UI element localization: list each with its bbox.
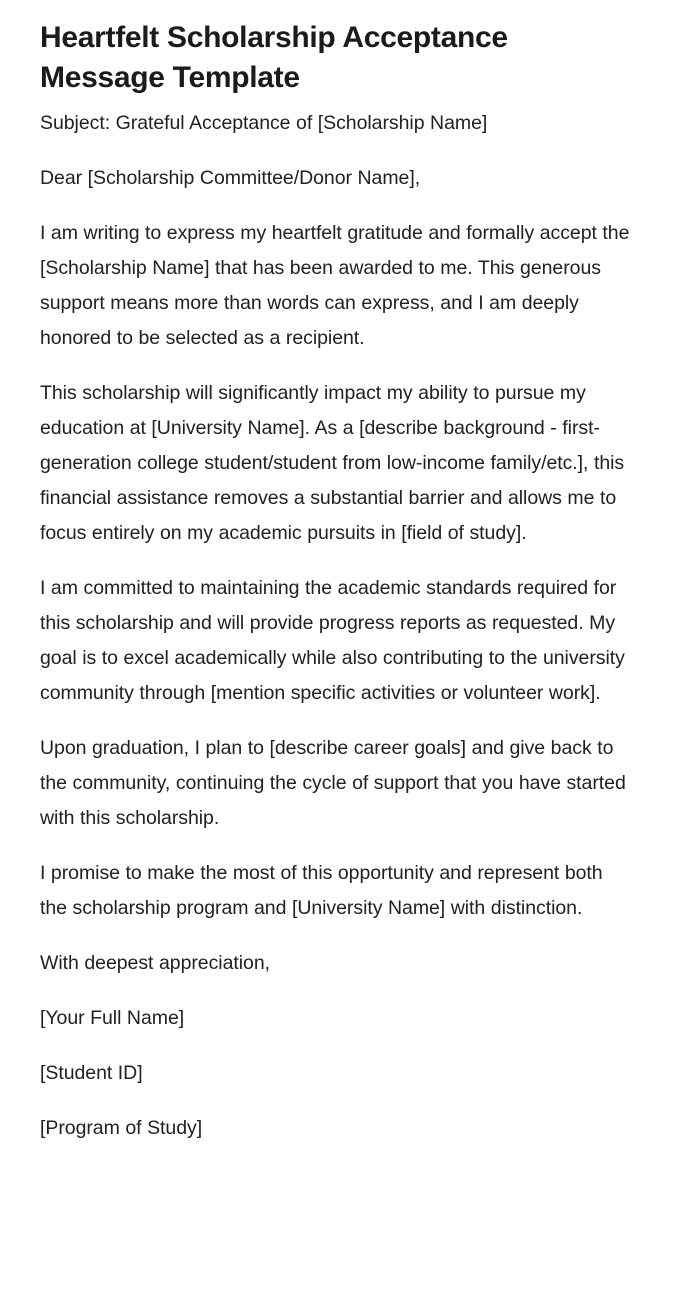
- paragraph-gratitude: I am writing to express my heartfelt gratitude and formally accept the [Scholarship Name] that has been awarded to me. This generous support means more than words can express, and I am deeply honored to be selected as a recipient.: [40, 222, 630, 349]
- signature-program: [Program of Study]: [40, 1117, 203, 1139]
- signature-name: [Your Full Name]: [40, 1007, 185, 1029]
- paragraph-commitment: I am committed to maintaining the academic standards required for this scholarship and will provide progress reports as requested. My goal is to excel academically while also contributing to the university community through [mention specific activities or volunteer work].: [40, 577, 625, 704]
- page-title: Heartfelt Scholarship Acceptance Message Template: [40, 21, 508, 94]
- subject-line: Subject: Grateful Acceptance of [Scholarship Name]: [40, 112, 488, 134]
- paragraph-impact: This scholarship will significantly impact my ability to pursue my education at [University Name]. As a [describe background - first-generation college student/student from low-income family/etc.], this financial assistance removes a substantial barrier and allows me to focus entirely on my academic pursuits in [field of study].: [40, 382, 625, 544]
- document-body: [40, 106, 635, 1146]
- paragraph-future-plans: Upon graduation, I plan to [describe career goals] and give back to the community, continuing the cycle of support that you have started with this scholarship.: [40, 737, 626, 829]
- salutation: Dear [Scholarship Committee/Donor Name],: [40, 167, 421, 189]
- closing: With deepest appreciation,: [40, 952, 270, 974]
- paragraph-promise: I promise to make the most of this opportunity and represent both the scholarship program and [University Name] with distinction.: [40, 862, 603, 919]
- signature-student-id: [Student ID]: [40, 1062, 143, 1084]
